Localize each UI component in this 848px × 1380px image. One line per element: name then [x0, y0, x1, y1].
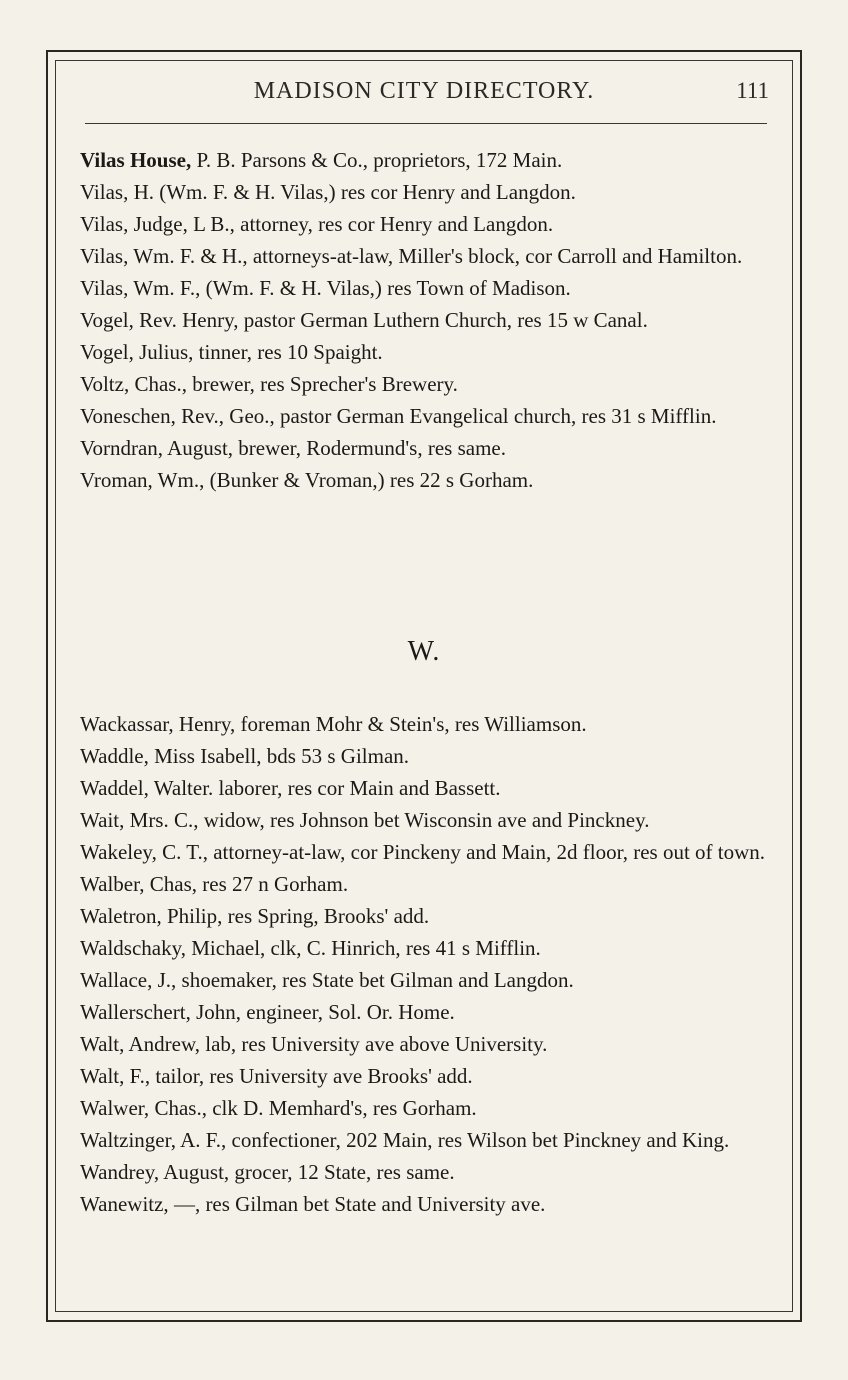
entry-details: August, brewer, Rodermund's, res same. — [163, 436, 506, 460]
entry-details: August, grocer, 12 State, res same. — [159, 1160, 455, 1184]
directory-entry — [80, 176, 780, 208]
directory-entry — [80, 368, 780, 400]
directory-entry — [80, 868, 780, 900]
entry-details: Chas., clk D. Memhard's, res Gorham. — [149, 1096, 477, 1120]
page-number: 111 — [736, 78, 769, 103]
entry-name: Vilas House, — [80, 148, 192, 172]
entry-details: Wm. F. & H., attorneys-at-law, Miller's block, cor Carroll and Hamilton. — [128, 244, 743, 268]
header-rule — [85, 123, 767, 124]
directory-entry — [80, 932, 780, 964]
entry-name: Wait, — [80, 808, 125, 832]
entry-name: Waltzinger, — [80, 1128, 177, 1152]
entry-details: Henry, foreman Mohr & Stein's, res Williamson. — [173, 712, 587, 736]
entry-name: Voneschen, — [80, 404, 176, 428]
entry-name: Walt, — [80, 1064, 125, 1088]
entry-details: F., tailor, res University ave Brooks' add. — [124, 1064, 473, 1088]
entry-name: Waletron, — [80, 904, 162, 928]
running-title: MADISON CITY DIRECTORY. — [253, 78, 595, 104]
w-entries-list — [80, 708, 780, 1220]
directory-entry — [80, 240, 780, 272]
directory-entry — [80, 1124, 780, 1156]
entry-name: Walber, — [80, 872, 145, 896]
directory-entry — [80, 464, 780, 496]
entry-details: Julius, tinner, res 10 Spaight. — [133, 340, 383, 364]
v-entries-list — [80, 144, 780, 496]
entry-name: Wakeley, — [80, 840, 157, 864]
entry-details: H. (Wm. F. & H. Vilas,) res cor Henry and Langdon. — [128, 180, 576, 204]
directory-entry — [80, 208, 780, 240]
directory-entry — [80, 836, 780, 868]
entry-details: Michael, clk, C. Hinrich, res 41 s Mifflin. — [186, 936, 541, 960]
entry-name: Vorndran, — [80, 436, 164, 460]
entry-details: Miss Isabell, bds 53 s Gilman. — [148, 744, 410, 768]
running-header — [55, 78, 793, 112]
entry-name: Vroman, — [80, 468, 153, 492]
directory-entry — [80, 400, 780, 432]
entry-name: Vogel, — [80, 308, 134, 332]
entry-details: C. T., attorney-at-law, cor Pinckeny and Main, 2d floor, res out of town. — [156, 840, 766, 864]
entry-name: Vilas, — [80, 212, 129, 236]
entry-name: Waddle, — [80, 744, 149, 768]
section-letter-heading: W. — [407, 636, 441, 667]
entry-name: Waddel, — [80, 776, 149, 800]
directory-entry — [80, 272, 780, 304]
entry-details: Rev. Henry, pastor German Luthern Church, res 15 w Canal. — [133, 308, 648, 332]
entry-name: Vilas, — [80, 244, 129, 268]
entry-name: Wackassar, — [80, 712, 174, 736]
directory-entry — [80, 708, 780, 740]
entry-name: Wallerschert, — [80, 1000, 191, 1024]
entry-details: —, res Gilman bet State and University ave. — [168, 1192, 546, 1216]
directory-entry — [80, 1092, 780, 1124]
entry-details: J., shoemaker, res State bet Gilman and Langdon. — [152, 968, 574, 992]
entry-name: Vogel, — [80, 340, 134, 364]
entry-name: Walwer, — [80, 1096, 150, 1120]
entry-name: Walt, — [80, 1032, 125, 1056]
entry-details: Rev., Geo., pastor German Evangelical church, res 31 s Mifflin. — [175, 404, 717, 428]
entry-details: Chas, res 27 n Gorham. — [144, 872, 349, 896]
directory-entry — [80, 1060, 780, 1092]
directory-entry — [80, 964, 780, 996]
entry-name: Wanewitz, — [80, 1192, 169, 1216]
entry-details: P. B. Parsons & Co., proprietors, 172 Main. — [191, 148, 563, 172]
entry-details: Mrs. C., widow, res Johnson bet Wisconsin ave and Pinckney. — [124, 808, 650, 832]
entry-name: Vilas, — [80, 180, 129, 204]
directory-entry — [80, 432, 780, 464]
entry-details: Philip, res Spring, Brooks' add. — [161, 904, 430, 928]
entry-details: Walter. laborer, res cor Main and Bassett. — [148, 776, 501, 800]
entry-name: Wandrey, — [80, 1160, 160, 1184]
directory-entry — [80, 144, 780, 176]
directory-entry — [80, 772, 780, 804]
directory-entry — [80, 1188, 780, 1220]
entry-name: Wallace, — [80, 968, 153, 992]
directory-entry — [80, 1156, 780, 1188]
directory-entry — [80, 996, 780, 1028]
directory-entry — [80, 740, 780, 772]
entry-details: A. F., confectioner, 202 Main, res Wilson bet Pinckney and King. — [176, 1128, 730, 1152]
directory-entry — [80, 304, 780, 336]
entry-name: Vilas, — [80, 276, 129, 300]
entry-name: Voltz, — [80, 372, 130, 396]
entry-details: Chas., brewer, res Sprecher's Brewery. — [129, 372, 458, 396]
entry-details: Wm. F., (Wm. F. & H. Vilas,) res Town of Madison. — [128, 276, 571, 300]
directory-entry — [80, 900, 780, 932]
entry-name: Waldschaky, — [80, 936, 186, 960]
directory-entry — [80, 1028, 780, 1060]
directory-entry — [80, 336, 780, 368]
entry-details: Andrew, lab, res University ave above University. — [124, 1032, 548, 1056]
entry-details: John, engineer, Sol. Or. Home. — [190, 1000, 455, 1024]
directory-entry — [80, 804, 780, 836]
entry-details: Wm., (Bunker & Vroman,) res 22 s Gorham. — [152, 468, 534, 492]
entry-details: Judge, L B., attorney, res cor Henry and Langdon. — [128, 212, 554, 236]
